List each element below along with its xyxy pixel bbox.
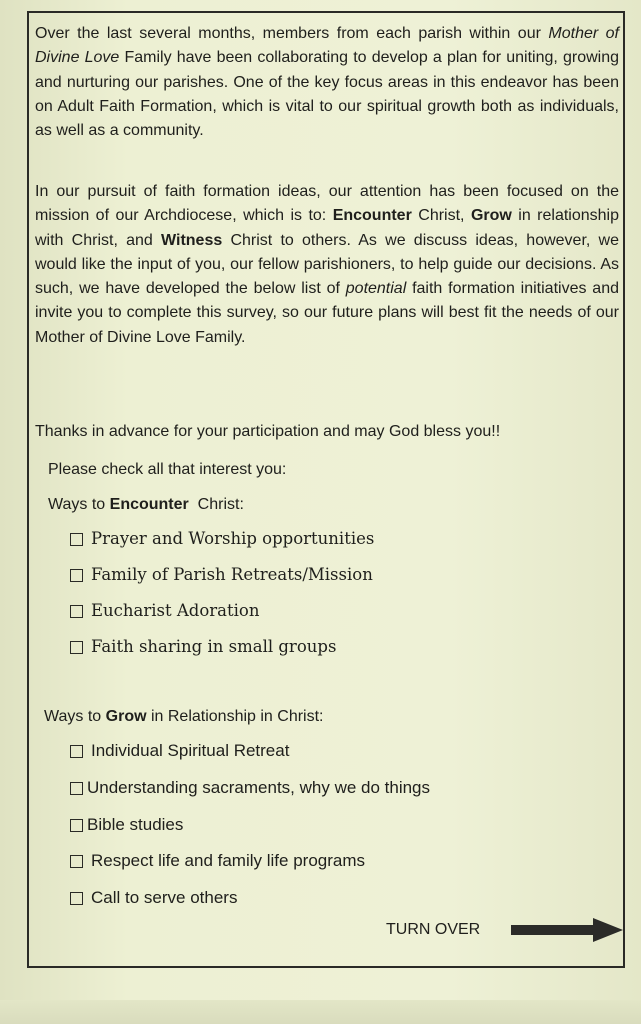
option-label: Prayer and Worship opportunities bbox=[91, 529, 375, 548]
family-name-italic: Mother of Divine Love bbox=[35, 25, 619, 67]
grow-heading bbox=[44, 706, 324, 728]
intro-paragraph-2 bbox=[35, 180, 619, 350]
option-label: Bible studies bbox=[87, 815, 184, 834]
checkbox[interactable] bbox=[70, 855, 83, 868]
heading-suffix: Christ: bbox=[188, 496, 244, 513]
checkbox[interactable] bbox=[70, 819, 83, 832]
option-label: Faith sharing in small groups bbox=[91, 637, 337, 656]
checkbox[interactable] bbox=[70, 641, 83, 654]
option-prayer-worship[interactable] bbox=[70, 528, 374, 550]
checkbox[interactable] bbox=[70, 569, 83, 582]
option-serve-others[interactable] bbox=[70, 887, 237, 909]
option-label: Family of Parish Retreats/Mission bbox=[91, 565, 373, 584]
checkbox[interactable] bbox=[70, 605, 83, 618]
potential-italic: potential bbox=[345, 280, 407, 298]
checkbox[interactable] bbox=[70, 745, 83, 758]
checkbox[interactable] bbox=[70, 892, 83, 905]
encounter-bold: Encounter bbox=[332, 207, 412, 225]
paper-bottom-edge bbox=[0, 1000, 641, 1024]
option-parish-retreats[interactable] bbox=[70, 564, 373, 586]
mission-text-4: Christ to others. As we discuss ideas, however, we would like the input of you, our fellow parishioners, to help guide our decisions. As such, we have developed the below list of bbox=[35, 231, 619, 298]
thanks-paragraph: Thanks in advance for your participation and may God bless you!! bbox=[35, 423, 501, 440]
mission-text-2: Christ, bbox=[411, 207, 471, 225]
check-instruction: Please check all that interest you: bbox=[48, 461, 287, 478]
right-arrow-icon bbox=[509, 916, 625, 944]
option-understanding-sacraments[interactable] bbox=[70, 777, 430, 799]
option-eucharist-adoration[interactable] bbox=[70, 600, 260, 622]
heading-bold: Encounter bbox=[109, 496, 189, 513]
option-label: Eucharist Adoration bbox=[91, 601, 260, 620]
intro-paragraph-1 bbox=[35, 22, 619, 143]
intro-text-continued: Family have been collaborating to develop a plan for uniting, growing and nurturing our parishes. One of the key focus areas in this endeavor has been on Adult Faith Formation, which is vital to our spiritual growth both as individuals, as well as a community. bbox=[35, 49, 619, 140]
option-respect-life[interactable] bbox=[70, 850, 365, 872]
heading-prefix: Ways to bbox=[48, 496, 110, 513]
option-faith-sharing[interactable] bbox=[70, 636, 336, 658]
option-label: Understanding sacraments, why we do things bbox=[87, 778, 431, 797]
grow-bold: Grow bbox=[470, 207, 512, 225]
option-spiritual-retreat[interactable] bbox=[70, 740, 289, 762]
checkbox[interactable] bbox=[70, 782, 83, 795]
option-label: Respect life and family life programs bbox=[91, 851, 366, 870]
option-label: Individual Spiritual Retreat bbox=[91, 741, 290, 760]
mission-text-3: in relationship with Christ, and bbox=[35, 207, 619, 249]
intro-text: Over the last several months, members from each parish within our bbox=[35, 25, 549, 42]
option-label: Call to serve others bbox=[91, 888, 238, 907]
heading-suffix: in Relationship in Christ: bbox=[146, 708, 324, 725]
option-bible-studies[interactable] bbox=[70, 814, 183, 836]
encounter-heading bbox=[48, 494, 244, 516]
turn-over-label: TURN OVER bbox=[386, 921, 481, 938]
heading-bold: Grow bbox=[105, 708, 147, 725]
heading-prefix: Ways to bbox=[44, 708, 106, 725]
mission-text: In our pursuit of faith formation ideas, our attention has been focused on the mission of our Archdiocese, which is to: bbox=[35, 183, 619, 225]
mission-text-5: faith formation initiatives and invite you to complete this survey, so our future plans will best fit the needs of our Mother of Divine Love Family. bbox=[35, 280, 619, 346]
witness-bold: Witness bbox=[161, 231, 223, 249]
checkbox[interactable] bbox=[70, 533, 83, 546]
